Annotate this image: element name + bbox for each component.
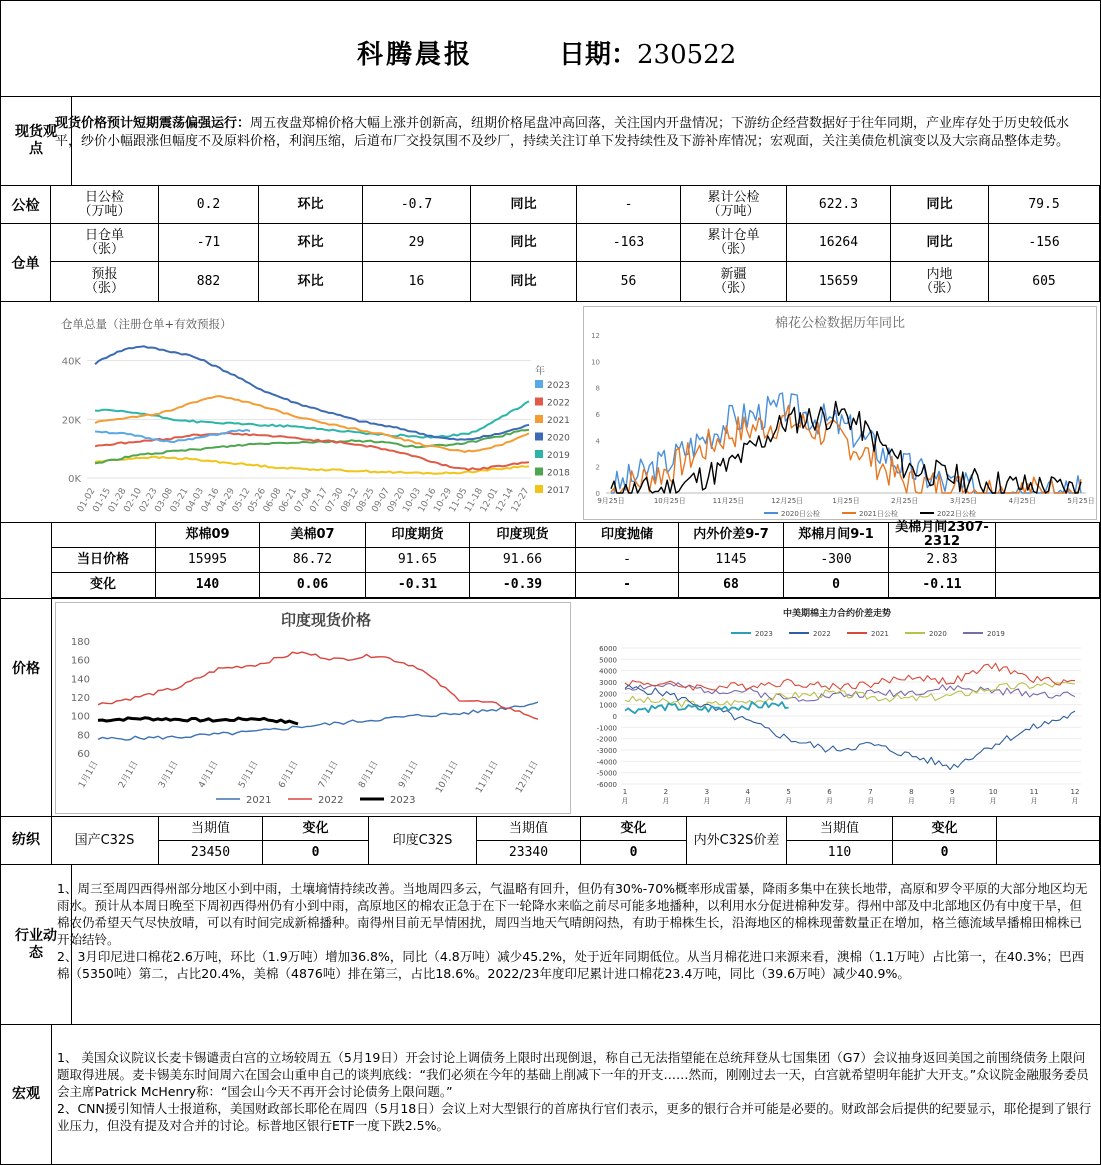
series-line-2017 [95, 457, 529, 474]
x-tick-label: 02-23 [137, 486, 160, 515]
legend-swatch [535, 433, 543, 441]
y-tick-label: 60 [77, 749, 90, 760]
price-value: 15995 [156, 548, 260, 573]
warehouse-value: 同比 [471, 224, 577, 262]
x-tick-label: 12-14 [494, 486, 517, 515]
textile-col-header: 变化 [581, 817, 687, 841]
textile-table [51, 817, 1100, 865]
price-column-header [996, 523, 1100, 548]
warehouse-value: 29 [363, 224, 471, 262]
legend-label: 2023 [547, 381, 570, 391]
textile-value: 0 [581, 841, 687, 865]
chart-title: 中美期棉主力合约价差走势 [782, 609, 892, 619]
textile-section [1, 817, 1100, 865]
y-tick-label: -6000 [596, 781, 617, 789]
x-tick-label: 6月1日 [277, 759, 301, 791]
y-tick-label: 6 [595, 411, 600, 419]
x-tick-label: 4月1日 [197, 759, 221, 791]
textile-col-header: 当期值 [787, 817, 893, 841]
inspection-value: 0.2 [159, 186, 259, 224]
price-column-header: 印度期货 [366, 523, 470, 548]
y-tick-label: 120 [70, 693, 90, 704]
legend-label: 2021 [547, 416, 570, 426]
legend-label: 2020 [929, 630, 947, 638]
x-tick-label: 10-29 [432, 486, 455, 515]
series-line-2021 [98, 702, 538, 740]
y-tick-label: 20K [61, 415, 81, 427]
cn-us-spread-chart [581, 602, 1093, 814]
warehouse-field-label: 内地 （张） [891, 262, 989, 302]
textile-item-label: 印度C32S [369, 817, 477, 865]
textile-value: 0 [263, 841, 369, 865]
x-tick-label: 12月25日 [771, 497, 804, 505]
x-tick-label: 10月25日 [653, 497, 686, 505]
legend-label: 2022日公检 [937, 510, 976, 518]
price-table [51, 520, 1100, 599]
warehouse-value: 16264 [787, 224, 891, 262]
date-label: 日期： [559, 40, 638, 70]
legend-label: 2021 [871, 630, 889, 638]
y-tick-label: 8 [595, 384, 600, 393]
x-tick-label: 月 [907, 797, 915, 805]
x-tick-label: 1月1日 [77, 759, 101, 791]
series-line-2023 [95, 430, 250, 442]
price-table-section [1, 520, 1100, 599]
price-value: 91.65 [366, 548, 470, 573]
y-tick-label: -5000 [596, 769, 617, 778]
series-line-2023 [98, 718, 298, 724]
x-tick-label: 05-12 [230, 486, 253, 515]
legend-label: 2017 [547, 486, 570, 496]
inspection-value: 同比 [891, 186, 989, 224]
spot-view-label: 现货观点 [1, 97, 72, 185]
inspection-value: - [577, 186, 681, 224]
textile-value: 23450 [159, 841, 263, 865]
x-tick-label: 月 [621, 797, 629, 805]
x-tick-label: 12-27 [509, 486, 532, 515]
x-tick-label: 1月25日 [832, 497, 860, 505]
price-value: 2.83 [889, 548, 996, 573]
x-tick-label: 2月25日 [891, 497, 919, 505]
y-tick-label: -1000 [596, 724, 617, 733]
chart-title: 棉花公检数据历年同比 [774, 316, 906, 331]
inspection-compare-chart [583, 306, 1097, 520]
x-tick-label: 01-15 [91, 486, 114, 515]
price-value: 0 [784, 573, 889, 598]
x-tick-label: 08-12 [339, 486, 362, 515]
price-value: 91.66 [470, 548, 576, 573]
x-tick-label: 03-08 [153, 486, 176, 515]
y-tick-label: 0 [612, 713, 617, 721]
price-column-header: 美棉07 [260, 523, 366, 548]
legend-label: 2023 [755, 630, 773, 638]
price-value: 68 [679, 573, 784, 598]
warehouse-value: 同比 [891, 224, 989, 262]
x-tick-label: 02-10 [122, 486, 145, 515]
price-value: 86.72 [260, 548, 366, 573]
price-column-header: 内外价差9-7 [679, 523, 784, 548]
legend-swatch [535, 485, 543, 493]
x-tick-label: 4月25日 [1008, 497, 1036, 505]
textile-value: 23340 [477, 841, 581, 865]
x-tick-label: 7 [868, 788, 873, 796]
y-tick-label: -2000 [596, 735, 617, 744]
warehouse-value: 882 [159, 262, 259, 302]
warehouse-field-label: 累计仓单 （张） [681, 224, 787, 262]
x-tick-label: 月 [744, 797, 752, 805]
spot-view-heading: 现货价格预计短期震荡偏强运行： [55, 116, 251, 131]
warehouse-value: -71 [159, 224, 259, 262]
x-tick-label: 7月1日 [317, 759, 341, 791]
spot-view-section [1, 97, 1100, 186]
x-tick-label: 11 [1029, 788, 1039, 796]
legend-label: 2023 [390, 795, 416, 806]
warehouse-value: 16 [363, 262, 471, 302]
y-tick-label: 2 [595, 463, 600, 472]
warehouse-value: 605 [989, 262, 1100, 302]
x-tick-label: 11-05 [447, 486, 470, 515]
warehouse-field-label: 日仓单 （张） [51, 224, 159, 262]
price-column-header: 郑棉09 [156, 523, 260, 548]
x-tick-label: 11-18 [463, 486, 486, 515]
inspection-value: 环比 [259, 186, 363, 224]
legend-label: 2018 [547, 468, 570, 479]
warehouse-field-label: 预报 （张） [51, 262, 159, 302]
x-tick-label: 10-03 [401, 486, 424, 515]
x-tick-label: 07-04 [292, 486, 315, 515]
y-tick-label: 0 [595, 490, 600, 498]
x-tick-label: 04-16 [199, 486, 222, 515]
x-tick-label: 05-26 [246, 486, 269, 515]
textile-col-header: 当期值 [477, 817, 581, 841]
y-tick-label: 40K [61, 356, 81, 368]
textile-item-label: 内外C32S价差 [687, 817, 787, 865]
x-tick-label: 9月25日 [597, 497, 625, 505]
warehouse-value: -163 [577, 224, 681, 262]
price-value: 0.06 [260, 573, 366, 598]
x-tick-label: 10 [988, 788, 998, 796]
macro-paragraph-2: 2、CNN援引知情人士报道称，美国财政部长耶伦在周四（5月18日）会议上对大型银行的首席执行官们表示，更多的银行合并可能是必要的。财政部会后提供的纪要显示，耶伦提到了银行业压力，但没有提及对合并的讨论。标普地区银行ETF一度下跌2.5%。 [57, 1101, 1092, 1133]
x-tick-label: 月 [1071, 797, 1079, 805]
x-tick-label: 3 [704, 788, 710, 796]
y-tick-label: 2000 [599, 690, 617, 699]
price-value [996, 573, 1100, 598]
y-tick-label: -4000 [596, 758, 617, 767]
price-value: -0.11 [889, 573, 996, 598]
inspection-warehouse-table [51, 186, 1100, 302]
price-value [996, 548, 1100, 573]
x-tick-label: 11月1日 [474, 759, 501, 795]
warehouse-total-chart [53, 306, 579, 520]
macro-paragraph-1: 1、 美国众议院议长麦卡锡谴责白宫的立场较周五（5月19日）开会讨论上调债务上限时出现倒退，称自己无法指望能在总统拜登从七国集团（G7）会议抽身返回美国之前围绕债务上限问题取得进展。麦卡锡美东时间周六在国会山重申自己的谈判底线：“我们必须在今年的基础上削减下一年的开支……然而，刚刚过去一天，白宫就希望明年能扩大开支。”众议院金融服务委员会主席Patrick McHenry称：“国会山今天不再开会讨论债务上限问题。” [57, 1050, 1089, 1099]
x-tick-label: 2 [663, 788, 669, 796]
price-row-label: 当日价格 [51, 548, 156, 573]
industry-label: 行业动态 [1, 865, 72, 1024]
price-value: -300 [784, 548, 889, 573]
x-tick-label: 09-20 [385, 486, 408, 515]
x-tick-label: 月 [948, 797, 956, 805]
price-value: -0.39 [470, 573, 576, 598]
warehouse-value: -156 [989, 224, 1100, 262]
legend-swatch [535, 380, 543, 388]
x-tick-label: 9月1日 [397, 759, 421, 791]
spot-view-text [55, 115, 1092, 151]
chart-title: 仓单总量（注册仓单+有效预报） [61, 317, 232, 331]
series-line-2022日公检 [611, 402, 1081, 494]
price-column-header: 印度抛储 [576, 523, 679, 548]
inspection-warehouse-section [1, 186, 1100, 302]
x-tick-label: 月 [866, 797, 874, 805]
price-value: - [576, 573, 679, 598]
x-tick-label: 1 [622, 788, 628, 796]
chart-title: 印度现货价格 [280, 611, 372, 629]
industry-paragraph-2: 2、3月印尼进口棉花2.6万吨，环比（1.9万吨）增加36.8%，同比（4.8万吨）减少45.2%，处于近年同期低位。从当月棉花进口来源来看，澳棉（1.1万吨）占比第一，在40.3%；巴西棉（5350吨）第二，占比20.4%，美棉（4876吨）排在第三，占比18.6%。2022/23年度印尼累计进口棉花23.4万吨，同比（39.6万吨）减少40.9%。 [57, 949, 1085, 981]
x-tick-label: 10-16 [416, 486, 439, 515]
inspection-value: 同比 [471, 186, 577, 224]
warehouse-value: 56 [577, 262, 681, 302]
legend-label: 2022 [318, 795, 344, 806]
warehouse-value: 15659 [787, 262, 891, 302]
legend-label: 2020 [547, 433, 570, 444]
spot-view-body: 周五夜盘郑棉价格大幅上涨并创新高，纽期价格尾盘冲高回落，关注国内开盘情况；下游纺企经营数据好于往年同期，产业库存处于历史较低水平，纱价小幅跟涨但幅度不及原料价格，利润压缩，后道布厂交投氛围不及纱厂，持续关注订单下发持续性及下游补库情况；宏观面，关注美债危机演变以及大宗商品整体走势。 [55, 116, 1070, 149]
x-tick-label: 9 [950, 788, 955, 796]
series-line-2021日公检 [611, 405, 1081, 493]
y-tick-label: 3000 [599, 679, 617, 687]
inspection-value: 622.3 [787, 186, 891, 224]
y-tick-label: 6000 [599, 645, 617, 653]
x-tick-label: 01-28 [106, 486, 129, 515]
y-tick-label: 180 [70, 637, 90, 648]
x-tick-label: 12月1日 [514, 759, 541, 795]
warehouse-label: 仓单 [1, 224, 51, 302]
textile-empty [997, 841, 1100, 865]
inspection-field-label: 日公检 （万吨） [51, 186, 159, 224]
y-tick-label: 0K [68, 474, 81, 485]
industry-paragraph-1: 1、周三至周四西得州部分地区小到中雨，土壤墒情持续改善。当地周四多云，气温略有回升，但仍有30%-70%概率形成雷暴，降雨多集中在狭长地带，高原和罗令平原的大部分地区均无雨水。预计从本周日晚至下周初西得州仍有小到中雨，高原地区的棉农正急于在下一轮降水来临之前尽可能多地播种，以利用水分促进棉种发芽。得州中部及中北部地区仍有中度干旱，但棉农仍希望天气尽快放晴，可以有时间完成新棉播种。南得州目前无旱情困扰，周四当地天气晴朗闷热，有助于棉株生长，沿海地区的棉株现蕾数量正在增加，格兰德流域旱播棉田棉株已开始结铃。 [57, 881, 1088, 947]
x-tick-label: 07-17 [308, 486, 331, 515]
x-tick-label: 8月1日 [357, 759, 381, 791]
inspection-value: -0.7 [363, 186, 471, 224]
x-tick-label: 月 [826, 797, 834, 805]
legend-label: 2019 [987, 630, 1005, 638]
x-tick-label: 07-30 [323, 486, 346, 515]
inspection-field-label: 累计公检 （万吨） [681, 186, 787, 224]
legend-swatch [535, 468, 543, 476]
price-charts-row [1, 599, 1100, 817]
x-tick-label: 4 [745, 788, 750, 796]
x-tick-label: 月 [1030, 797, 1038, 805]
report-date [559, 34, 736, 71]
legend-label: 2020日公检 [781, 510, 820, 518]
x-tick-label: 03-21 [168, 486, 191, 515]
x-tick-label: 04-29 [215, 486, 238, 515]
price-column-header: 印度现货 [470, 523, 576, 548]
x-tick-label: 月 [662, 797, 670, 805]
industry-text [57, 880, 1092, 982]
textile-col-header: 变化 [263, 817, 369, 841]
report-header [1, 1, 1100, 97]
textile-value: 0 [893, 841, 997, 865]
series-line-2022 [98, 652, 538, 719]
x-tick-label: 3月1日 [157, 759, 181, 791]
inspection-label: 公检 [1, 186, 51, 224]
legend-swatch [535, 415, 543, 423]
y-tick-label: 100 [70, 711, 90, 723]
x-tick-label: 12 [1070, 788, 1080, 796]
x-tick-label: 12-01 [478, 486, 501, 515]
price-value: 140 [156, 573, 260, 598]
price-column-header: 美棉月间2307-2312 [889, 523, 996, 548]
textile-label: 纺织 [1, 817, 52, 864]
macro-text [57, 1049, 1092, 1134]
textile-col-header: 变化 [893, 817, 997, 841]
x-tick-label: 月 [785, 797, 793, 805]
textile-item-label: 国产C32S [51, 817, 159, 865]
x-tick-label: 10月1日 [434, 759, 461, 795]
legend-title: 年 [535, 366, 545, 377]
x-tick-label: 08-25 [354, 486, 377, 515]
price-column-header [51, 523, 156, 548]
textile-col-header: 当期值 [159, 817, 263, 841]
x-tick-label: 04-03 [184, 486, 207, 515]
legend-label: 2021 [246, 795, 272, 806]
price-column-header: 郑棉月间9-1 [784, 523, 889, 548]
x-tick-label: 6 [827, 788, 832, 796]
textile-value: 110 [787, 841, 893, 865]
x-tick-label: 月 [703, 797, 711, 805]
date-value: 230522 [637, 40, 737, 70]
price-value: - [576, 548, 679, 573]
x-tick-label: 01-02 [75, 486, 98, 515]
y-tick-label: -3000 [596, 747, 617, 755]
warehouse-value: 同比 [471, 262, 577, 302]
y-tick-label: 4 [595, 437, 600, 446]
macro-label: 宏观 [1, 1025, 52, 1164]
inspection-value: 79.5 [989, 186, 1100, 224]
macro-section [1, 1025, 1100, 1164]
legend-swatch [535, 450, 543, 458]
legend-label: 2021日公检 [859, 510, 898, 518]
legend-label: 2022 [813, 630, 831, 638]
warehouse-value: 环比 [259, 224, 363, 262]
legend-label: 2019 [547, 451, 570, 461]
industry-section [1, 865, 1100, 1025]
x-tick-label: 06-21 [277, 486, 300, 515]
x-tick-label: 09-07 [370, 486, 393, 515]
x-tick-label: 5月25日 [1067, 497, 1095, 505]
india-spot-price-chart [55, 602, 571, 814]
y-tick-label: 140 [70, 674, 90, 686]
legend-label: 2022 [547, 398, 570, 409]
y-tick-label: 12 [591, 332, 600, 340]
x-tick-label: 5月1日 [237, 759, 261, 791]
y-tick-label: 5000 [599, 656, 617, 665]
y-tick-label: 80 [77, 730, 90, 742]
warehouse-field-label: 新疆 （张） [681, 262, 787, 302]
y-tick-label: 1000 [599, 701, 617, 710]
x-tick-label: 06-08 [261, 486, 284, 515]
x-tick-label: 11月25日 [712, 497, 745, 505]
textile-empty [997, 817, 1100, 841]
report-title: 科腾晨报 [357, 40, 474, 70]
warehouse-value: 环比 [259, 262, 363, 302]
y-tick-label: 10 [591, 358, 600, 367]
x-tick-label: 月 [989, 797, 997, 805]
price-value: -0.31 [366, 573, 470, 598]
legend-swatch [535, 398, 543, 406]
price-row-label: 变化 [51, 573, 156, 598]
x-tick-label: 2月1日 [117, 759, 141, 791]
x-tick-label: 8 [909, 788, 914, 796]
price-label: 价格 [1, 523, 52, 816]
y-tick-label: 160 [70, 655, 90, 667]
x-tick-label: 5 [786, 788, 791, 796]
price-value: 1145 [679, 548, 784, 573]
x-tick-label: 3月25日 [949, 497, 978, 505]
y-tick-label: 4000 [599, 667, 617, 676]
charts-row-1 [1, 302, 1100, 523]
